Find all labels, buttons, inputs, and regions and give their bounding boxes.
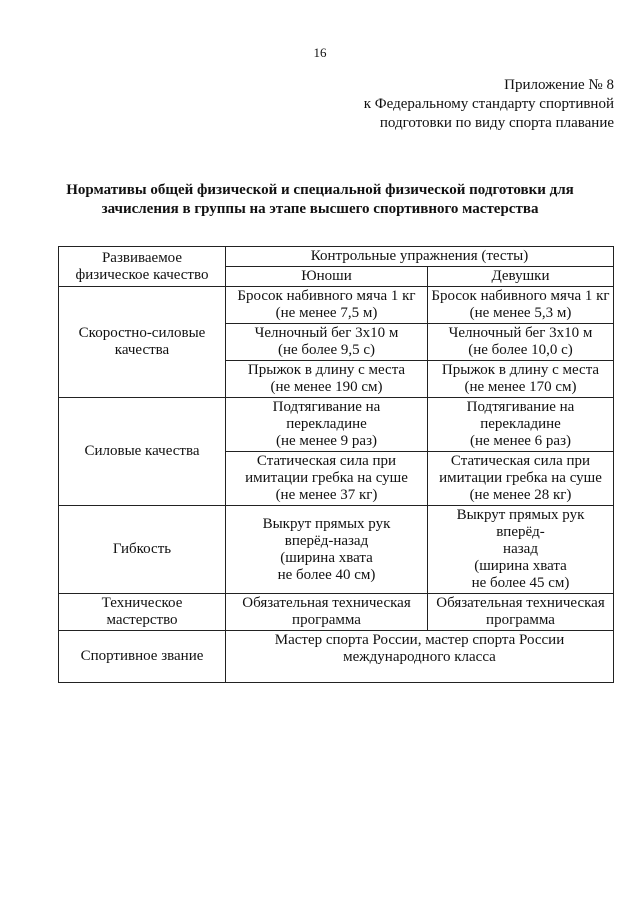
table-row [59,631,614,683]
boys-pullup-line-2: перекладине [286,416,367,432]
title-line-1: Нормативы общей физической и специальной физической подготовки для [66,182,574,198]
header-quality-cell [59,247,226,287]
girls-flexibility-line-1: Выкрут прямых рук вперёд- [456,507,585,540]
girls-pullup-line-1: Подтягивание на [466,399,575,415]
boys-throw-line-2: (не менее 7,5 м) [275,305,378,321]
quality-rank-cell: Спортивное звание [59,631,226,683]
header-girls-cell: Девушки [428,267,614,287]
table-header-row [59,247,614,267]
quality-technique-cell [59,594,226,631]
quality-speed-strength-line-1: Скоростно-силовые [78,325,206,341]
boys-flexibility-line-2: вперёд-назад [284,532,369,549]
appendix-line-1: Приложение № 8 [504,77,614,93]
girls-technique-line-1: Обязательная техническая [436,595,605,611]
document-title [40,181,600,219]
girls-static-line-3: (не менее 28 кг) [469,487,572,503]
table-row [59,287,614,324]
girls-pullup-line-3: (не менее 6 раз) [469,433,571,449]
boys-static-cell [226,452,428,506]
header-quality-line-1: Развиваемое [101,249,183,266]
boys-shuttle-cell [226,324,428,361]
boys-pullup-line-3: (не менее 9 раз) [275,433,377,449]
girls-flexibility-line-4: не более 45 см) [471,575,570,591]
girls-jump-line-1: Прыжок в длину с места [441,362,600,378]
boys-flexibility-cell [226,506,428,594]
girls-static-line-1: Статическая сила при [450,453,591,469]
boys-shuttle-line-1: Челночный бег 3х10 м [254,325,399,341]
girls-flexibility-cell [428,506,614,594]
girls-technique-line-2: программа [486,612,555,628]
boys-pullup-cell [226,398,428,452]
header-quality-line-2: физическое качество [75,266,209,283]
quality-speed-strength-cell [59,287,226,398]
rank-value-line-2: международного класса [343,649,496,665]
appendix-line-2: к Федеральному стандарту спортивной [363,96,614,112]
girls-shuttle-cell [428,324,614,361]
boys-jump-line-2: (не менее 190 см) [270,379,383,395]
page-number: 16 [313,45,327,60]
boys-jump-line-1: Прыжок в длину с места [247,362,406,378]
boys-technique-line-1: Обязательная техническая [242,595,411,611]
boys-static-line-3: (не менее 37 кг) [275,487,378,503]
girls-static-line-2: имитации гребка на суше [439,470,602,486]
table-row [59,506,614,594]
girls-flexibility-line-3: (ширина хвата [474,558,567,574]
quality-strength-cell: Силовые качества [59,398,226,506]
quality-flexibility-cell: Гибкость [59,506,226,594]
girls-throw-cell [428,287,614,324]
appendix-line-3: подготовки по виду спорта плавание [379,115,614,131]
boys-technique-cell [226,594,428,631]
boys-static-line-1: Статическая сила при [256,453,397,469]
boys-throw-line-1: Бросок набивного мяча 1 кг [237,288,416,304]
girls-pullup-line-2: перекладине [480,416,561,432]
boys-flexibility-line-3: (ширина хвата [280,549,373,566]
girls-technique-cell [428,594,614,631]
girls-jump-line-2: (не менее 170 см) [464,379,577,395]
girls-static-cell [428,452,614,506]
girls-throw-line-2: (не менее 5,3 м) [469,305,572,321]
boys-flexibility-line-1: Выкрут прямых рук [262,515,391,532]
boys-technique-line-2: программа [292,612,361,628]
appendix-header [364,76,614,133]
girls-flexibility-line-2: назад [503,541,538,557]
quality-technique-line-2: мастерство [106,612,178,628]
norms-table [58,246,614,683]
boys-pullup-line-1: Подтягивание на [272,399,381,415]
boys-throw-cell [226,287,428,324]
quality-speed-strength-line-2: качества [114,342,170,358]
header-tests-cell: Контрольные упражнения (тесты) [226,247,614,267]
girls-shuttle-line-1: Челночный бег 3х10 м [448,325,593,341]
rank-value-line-1: Мастер спорта России, мастер спорта России [274,632,565,648]
table-row [59,594,614,631]
boys-shuttle-line-2: (не более 9,5 с) [277,342,376,358]
girls-jump-cell [428,361,614,398]
boys-flexibility-line-4: не более 40 см) [277,566,376,583]
title-line-2: зачисления в группы на этапе высшего спортивного мастерства [101,201,539,217]
boys-jump-cell [226,361,428,398]
girls-shuttle-line-2: (не более 10,0 с) [468,342,573,358]
boys-static-line-2: имитации гребка на суше [245,470,408,486]
girls-throw-line-1: Бросок набивного мяча 1 кг [431,288,610,304]
rank-value-cell [226,631,614,683]
header-boys-cell: Юноши [226,267,428,287]
girls-pullup-cell [428,398,614,452]
table-row [59,398,614,452]
quality-technique-line-1: Техническое [101,595,183,611]
